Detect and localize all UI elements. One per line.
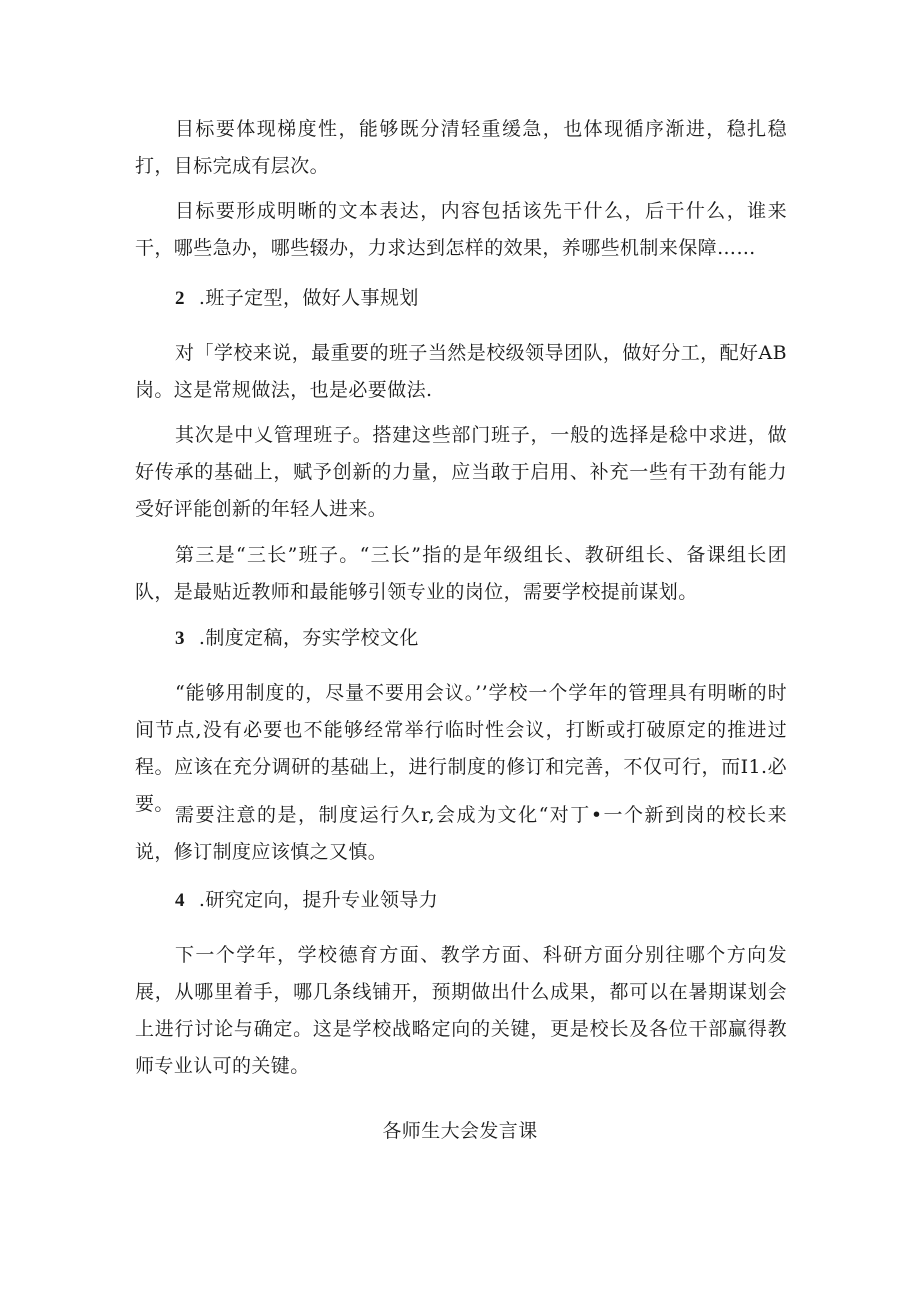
section-number: 3 (175, 628, 185, 649)
section-heading-4 (175, 882, 438, 919)
paragraph-middle-management: 其次是中乂管理班子。搭建这些部门班子，一般的选择是稔中求进，做好传承的基础上，赋予创新的力量，应当敢于启用、补充一些有干劲有能力受好评能创新的年轻人进来。 (135, 424, 787, 520)
paragraph-rules-culture: 需要注意的是，制度运行久r,会成为文化“对丁•一个新到岗的校长来说，修订制度应该慎之又慎。 (135, 804, 787, 863)
paragraph-rules-over-meetings: “能够用制度的，尽量不要用会议。’’学校一个学年的管理具有明晰的时间节点,没有必要也不能够经常举行临时性会议，打断或打破原定的推进过程。应该在充分调研的基础上，进行制度的修订和完善，不仅可行，而I1.必要。 (135, 682, 787, 815)
section-title: .班子定型，做好人事规划 (198, 287, 419, 309)
paragraph-leadership-team: 对「学校来说，最重要的班子当然是校级领导团队，做好分工，配好AB岗。这是常规做法，也是必要做法. (135, 342, 787, 401)
section-title: .研究定向，提升专业领导力 (198, 889, 439, 911)
section-heading-2 (175, 280, 419, 317)
paragraph-three-heads: 第三是“三长”班子。“三长”指的是年级组长、教研组长、备课组长团队，是最贴近教师和最能够引领专业的岗位，需要学校提前谋划。 (135, 544, 787, 603)
paragraph-research-direction: 下一个学年，学校德育方面、教学方面、科研方面分别往哪个方向发展，从哪里着手，哪几条线铺开，预期做出什么成果，都可以在暑期谋划会上进行讨论与确定。这是学校战略定向的关键，更是校长及各位干部赢得教师专业认可的关键。 (135, 944, 787, 1077)
section-title: .制度定稿，夯实学校文化 (198, 627, 419, 649)
section-number: 2 (175, 288, 185, 309)
paragraph-goal-gradient: 目标要体现梯度性，能够既分清轻重缓急，也体现循序渐进，稳扎稳打，目标完成有层次。 (135, 118, 787, 177)
paragraph-goal-text: 目标要形成明晰的文本表达，内容包括该先干什么，后干什么，谁来干，哪些急办，哪些辍办，力求达到怎样的效果，养哪些机制来保障…… (135, 200, 787, 259)
section-heading-3 (175, 620, 419, 657)
closing-title: 各师生大会发言课 (382, 1120, 538, 1142)
section-number: 4 (175, 890, 185, 911)
